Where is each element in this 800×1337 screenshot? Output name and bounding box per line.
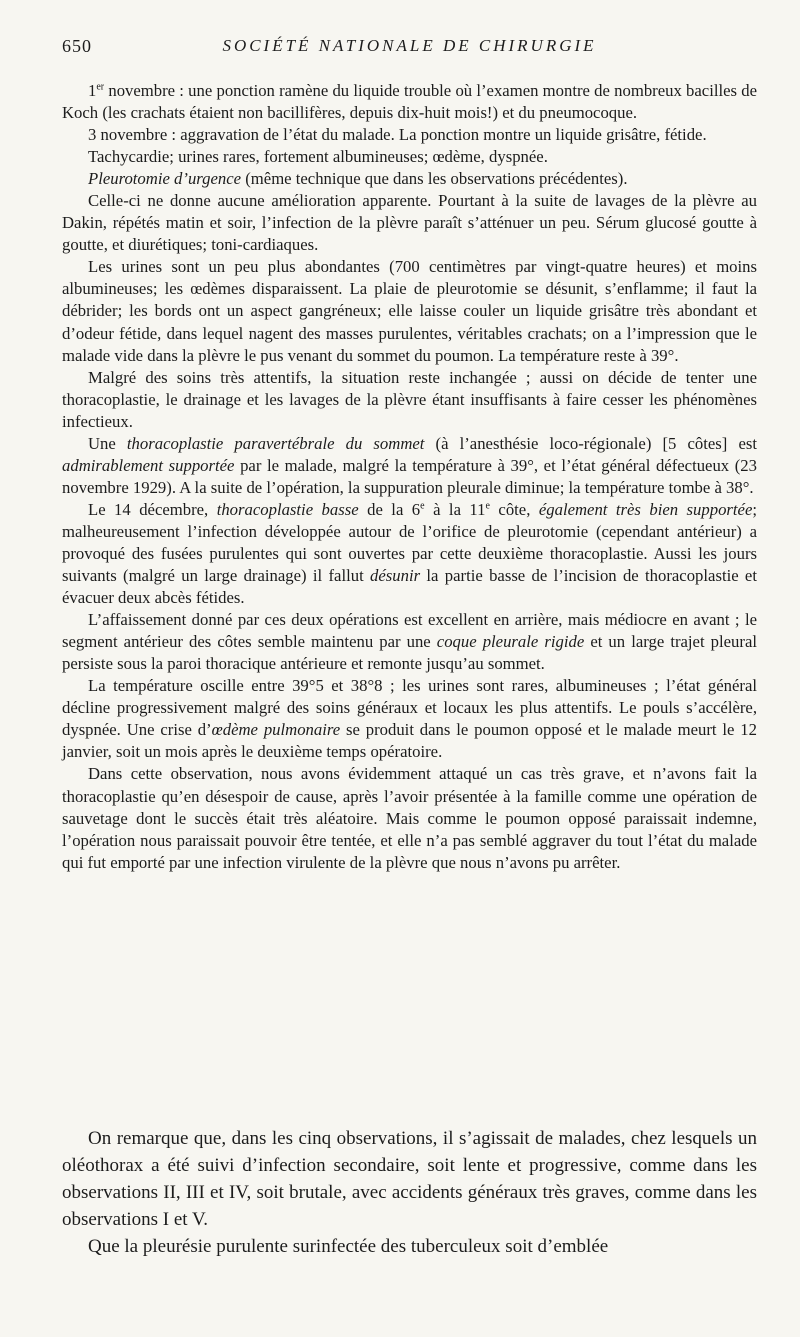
text-run: Malgré des soins très attentifs, la situation reste inchangée ; aussi on décide de tenter une thoracoplastie, le drainage et les lavages de la plèvre étant insuffisants à faire cesser les phénomènes infectieux. [62, 367, 757, 431]
closing-paragraph: On remarque que, dans les cinq observations, il s’agissait de malades, chez lesquels un oléothorax a été suivi d’infection secondaire, soit lente et progressive, comme dans les observations II, III et IV, soit brutale, avec accidents généraux très graves, comme dans les observations I et V. [62, 1128, 757, 1230]
page-number: 650 [62, 36, 92, 56]
text-run: (même technique que dans les observations précédentes). [241, 169, 628, 189]
paragraph [62, 499, 757, 609]
paragraph [62, 256, 757, 366]
text-run: se produit dans le poumon opposé et le malade meurt le 12 janvier, soit un mois après le deuxième temps opératoire. [62, 720, 757, 762]
text-run: de la 6 [358, 499, 421, 519]
text-run: 1 [88, 81, 97, 100]
text-run: Une [88, 433, 127, 453]
text-run: L’affaissement donné par ces deux opérations est excellent en arrière, mais médiocre en avant ; le segment antérieur des côtes semble maintenu par une [62, 610, 757, 652]
text-run: Le 14 décembre, [88, 499, 217, 519]
paragraph [62, 168, 757, 190]
paragraph [62, 433, 757, 499]
paragraph [62, 146, 757, 168]
text-run: par le malade, malgré la température à 39°, et l’état général défectueux (23 novembre 1929). A la suite de l’opération, la suppuration pleurale diminue; la température tombe à 38°. [62, 455, 757, 497]
text-run: Celle-ci ne donne aucune amélioration apparente. Pourtant à la suite de lavages de la plèvre au Dakin, répétés matin et soir, l’infection de la plèvre paraît s’atténuer un peu. Sérum glucosé goutte à goutte, et diurétiques; toni-cardiaques. [62, 191, 757, 255]
emphasis-text: également très bien supportée [538, 499, 753, 519]
running-title: SOCIÉTÉ NATIONALE DE CHIRURGIE [222, 36, 597, 55]
superscript: er [96, 81, 105, 93]
text-run: La température oscille entre 39°5 et 38°8 ; les urines sont rares, albumineuses ; l’état général décline progressivement malgré des soins généraux et locaux les plus attentifs. Le pouls s’accélère, dyspnée. Une crise d’ [62, 676, 757, 740]
text-run: à la 11 [424, 499, 486, 519]
emphasis-text: thoracoplastie paravertébrale du sommet [126, 433, 425, 453]
text-run: Tachycardie; urines rares, fortement albumineuses; œdème, dyspnée. [88, 147, 548, 167]
text-run: ; malheureusement l’infection développée autour de l’orifice de pleurotomie (cependant antérieur) a provoqué des fusées purulentes qui sont ouvertes par cette deuxième thoracoplastie. Aussi les jours suivants (malgré un large drainage) il fallut [62, 499, 758, 586]
emphasis-text: Pleurotomie d’urgence [88, 169, 242, 189]
superscript: e [485, 500, 490, 512]
text-run: la partie basse de l’incision de thoracoplastie et évacuer deux abcès fétides. [62, 566, 757, 608]
text-run: côte, [489, 499, 539, 519]
emphasis-text: œdème pulmonaire [211, 720, 341, 740]
paragraph [62, 609, 757, 675]
text-run: Dans cette observation, nous avons évidemment attaqué un cas très grave, et n’avons fait la thoracoplastie qu’en désespoir de cause, après l’avoir présentée à la famille comme une opération de sauvetage dont le succès était très aléatoire. Mais comme le poumon opposé paraissait indemne, l’opération nous paraissait pouvoir être tentée, et elle n’a pas semblé aggraver du tout l’état du malade qui fut emporté par une infection virulente de la plèvre que nous n’avons pu arrêter. [62, 764, 757, 872]
paragraph [62, 124, 757, 146]
closing-remarks [62, 1125, 757, 1260]
emphasis-text: admirablement supportée [62, 455, 235, 475]
emphasis-text: thoracoplastie basse [216, 499, 359, 519]
page-header [62, 36, 757, 62]
paragraph [62, 80, 757, 124]
case-report-body [62, 80, 757, 874]
emphasis-text: coque pleurale rigide [436, 632, 585, 652]
text-run: 3 novembre : aggravation de l’état du malade. La ponction montre un liquide grisâtre, fétide. [88, 125, 707, 145]
paragraph [62, 367, 757, 433]
paragraph [62, 675, 757, 763]
text-run: et un large trajet pleural persiste sous la paroi thoracique antérieure et remonte jusqu’au sommet. [62, 632, 757, 674]
paragraph [62, 763, 757, 873]
text-run: novembre : une ponction ramène du liquide trouble où l’examen montre de nombreux bacilles de Koch (les crachats étaient non bacillifères, depuis dix-huit mois!) et du pneumocoque. [62, 81, 757, 123]
text-run: (à l’anesthésie loco-régionale) [5 côtes] est [424, 433, 757, 453]
text-run: Les urines sont un peu plus abondantes (700 centimètres par vingt-quatre heures) et moins albumineuses; les œdèmes disparaissent. La plaie de pleurotomie se désunit, s’enflamme; il faut la débrider; les bords ont un aspect gangréneux; elle laisse couler un liquide grisâtre très abondant et d’odeur fétide, dans lequel nagent des masses purulentes, véritables crachats; on a l’impression que le malade vide dans la plèvre le pus venant du sommet du poumon. La température reste à 39°. [62, 257, 757, 365]
emphasis-text: désunir [370, 566, 421, 586]
paragraph [62, 190, 757, 256]
superscript: e [420, 500, 425, 512]
closing-paragraph: Que la pleurésie purulente surinfectée des tuberculeux soit d’emblée [88, 1236, 609, 1257]
